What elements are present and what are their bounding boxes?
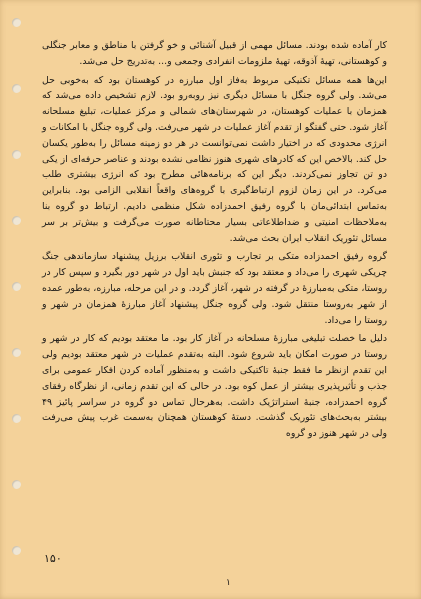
paragraph: گروه رفیق احمدزاده متکی بر تجارب و تئوری انقلاب برزیل پیشنهاد سازماندهی جنگ چریکی شهری را می‌داد و معتقد بود که جنبش باید اول در شهر دور بگیرد و سپس کار در روستا، متکی به‌مبارزهٔ در گرفته در شهر، آغاز گردد. و در این مرحله، مبارزه، به‌طور عمده از شهر به‌روستا منتقل شود. ولی گروه جنگل پیشنهاد آغاز مبارزهٔ همزمان در شهر و روستا را می‌داد. (42, 251, 387, 326)
binding-hole (12, 84, 21, 93)
binding-hole (12, 348, 21, 357)
binding-hole (12, 414, 21, 423)
binding-hole (12, 282, 21, 291)
binding-hole (12, 546, 21, 555)
paragraph: دلیل ما خصلت تبلیغی مبارزهٔ مسلحانه در آغاز کار بود. ما معتقد بودیم که کار در شهر و روستا در صورت امکان باید شروع شود. البته به‌تقدم عملیات در شهر معتقد بودیم ولی این تقدم ازنظر ما فقط جنبهٔ تاکتیکی داشت و به‌منظور آماده کردن افکار عمومی برای جذب و تأثیرپذیری بیشتر از عمل کوه بود. در حالی که این تقدم زمانی، از نظرگاه رفقای گروه احمدزاده، جنبهٔ استراتژیک داشت. به‌هرحال تماس دو گروه در سراسر پائیز ۴۹ بیشتر به‌بحث‌های تئوریک گذشت. دستهٔ کوهستان همچنان به‌سمت غرب پیش می‌رفت ولی در شهر هنوز دو گروه (42, 333, 387, 440)
binding-hole (12, 150, 21, 159)
body-text (42, 38, 387, 445)
binding-holes (12, 10, 22, 590)
page-number: ۱۵۰ (44, 552, 62, 565)
paragraph: این‌ها همه مسائل تکنیکی مربوط به‌فاز اول مبارزه در کوهستان بود که به‌خوبی حل می‌شد. ولی گروه جنگل با مسائل دیگری نیز روبه‌رو بود. لازم تشخیص داده می‌شد که همزمان با عملیات کوهستان، در شهرستان‌های شمالی و مرکز عملیات، تبلیغ مسلحانه آغاز شود. حتی گفتگو از تقدم آغاز عملیات در شهر می‌رفت. ولی گروه جنگل با امکانات و انرژی محدودی که در اختیار داشت نمی‌توانست در هر دو زمینه مسائل را به‌طور یکسان حل کند. بالاخص این که کادرهای شهری هنوز نظامی نشده بودند و عناصر حرفه‌ای از یکی دو تن تجاوز نمی‌کردند. دیگر این که برنامه‌هائی مطرح بود که انرژی بیشتری طلب می‌کرد. در این زمان لزوم ارتباط‌گیری با گروه‌های واقعاً انقلابی الزامی بود. بنابراین به‌تماس ابتدائی‌مان با گروه رفیق احمدزاده شکل منظمی دادیم. ارتباط دو گروه بنا به‌ملاحظات امنیتی و ضداطلاعاتی بسیار محتاطانه صورت می‌گرفت و بیش‌تر بر سر مسائل تئوریک انقلاب ایران بحث می‌شد. (42, 74, 387, 244)
paragraph: کار آماده شده بودند. مسائل مهمی از قبیل آشنائی و خو گرفتن با مناطق و معابر جنگلی و کوهستانی، تهیهٔ آذوقه، تهیهٔ ملزومات انفرادی وجمعی و... به‌تدریج حل می‌شد. (42, 40, 387, 67)
binding-hole (12, 18, 21, 27)
binding-hole (12, 480, 21, 489)
binding-hole (12, 216, 21, 225)
footnote-mark: ۱ (226, 578, 231, 588)
